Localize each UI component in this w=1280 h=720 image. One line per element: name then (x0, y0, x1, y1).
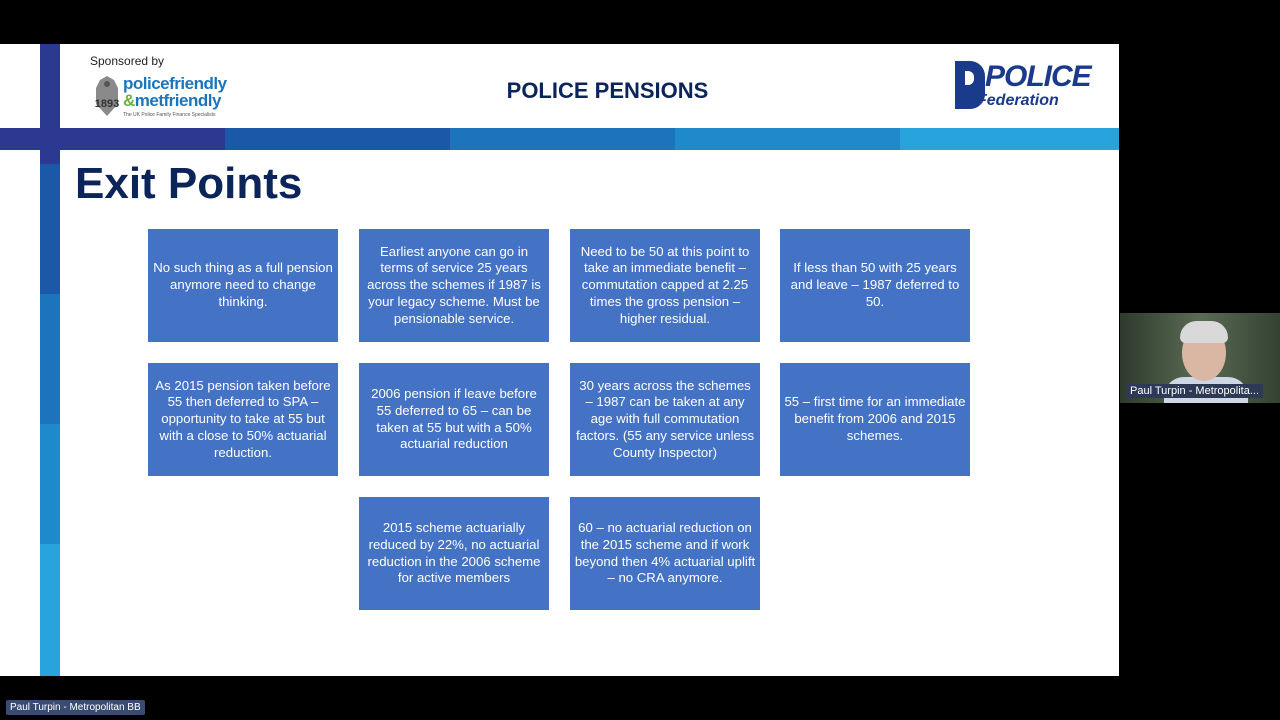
exit-point-card: If less than 50 with 25 years and leave – 1987 deferred to 50. (780, 229, 970, 342)
decor-band (675, 128, 900, 150)
decor-band (225, 128, 450, 150)
sponsor-name-line2 (123, 91, 221, 111)
sponsor-tagline: The UK Police Family Finance Specialists (123, 112, 216, 118)
exit-point-card: No such thing as a full pension anymore need to change thinking. (148, 229, 338, 342)
exit-point-card: 2006 pension if leave before 55 deferred to 65 – can be taken at 55 but with a 50% actuarial reduction (359, 363, 549, 476)
police-federation-logo (955, 60, 1095, 112)
exit-point-card: 60 – no actuarial reduction on the 2015 scheme and if work beyond then 4% actuarial uplift – no CRA anymore. (570, 497, 760, 610)
sponsor-name-line1: policefriendly (123, 74, 227, 93)
slide-title: Exit Points (75, 159, 303, 208)
exit-point-card: 2015 scheme actuarially reduced by 22%, no actuarial reduction in the 2006 scheme for active members (359, 497, 549, 610)
exit-point-card: 30 years across the schemes – 1987 can be taken at any age with full commutation factors. (55 any service unless County Inspector) (570, 363, 760, 476)
sponsor-label: Sponsored by (90, 54, 165, 68)
decor-stripe (40, 294, 60, 424)
federation-logo-federation: Federation (977, 92, 1059, 109)
decor-band (450, 128, 675, 150)
exit-point-card: 55 – first time for an immediate benefit from 2006 and 2015 schemes. (780, 363, 970, 476)
decor-stripe (40, 164, 60, 294)
sponsor-year: 1893 (94, 98, 120, 110)
crest-icon (92, 74, 122, 120)
decor-stripe (40, 424, 60, 544)
presentation-slide (0, 44, 1119, 676)
sponsor-logo (92, 72, 242, 124)
decor-stripe (40, 544, 60, 676)
header-title: POLICE PENSIONS (506, 78, 709, 103)
active-speaker-label: Paul Turpin - Metropolitan BB (6, 700, 145, 715)
decor-band (0, 128, 225, 150)
decor-band (900, 128, 1119, 150)
participant-name-label: Paul Turpin - Metropolita... (1126, 384, 1263, 398)
sponsor-amp: & (123, 91, 135, 110)
exit-point-card: Need to be 50 at this point to take an immediate benefit – commutation capped at 2.25 times the gross pension – higher residual. (570, 229, 760, 342)
sponsor-name-met: metfriendly (134, 91, 221, 110)
federation-logo-police: POLICE (985, 60, 1091, 93)
exit-point-card: As 2015 pension taken before 55 then deferred to SPA – opportunity to take at 55 but with a close to 50% actuarial reduction. (148, 363, 338, 476)
exit-point-card: Earliest anyone can go in terms of service 25 years across the schemes if 1987 is your legacy scheme. Must be pensionable service. (359, 229, 549, 342)
